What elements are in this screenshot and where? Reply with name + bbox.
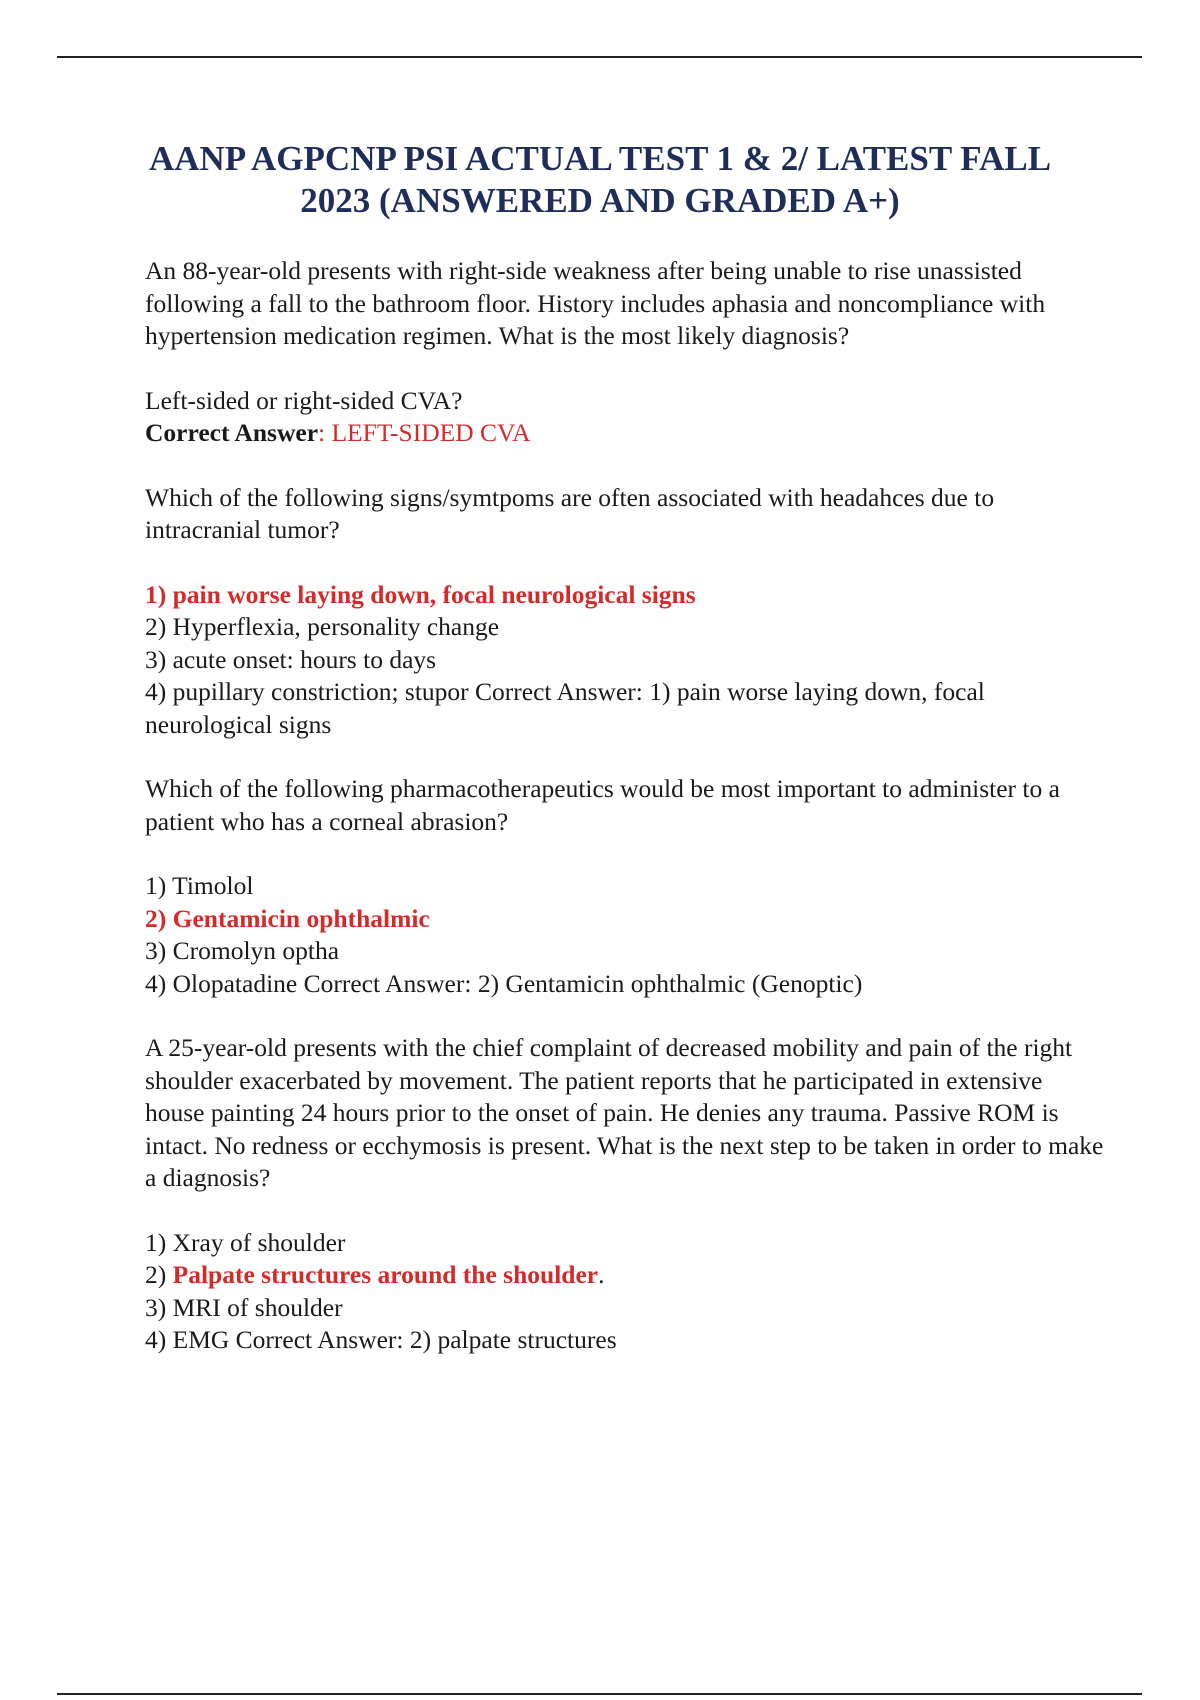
bottom-rule [57,1693,1142,1695]
answer-label: Correct Answer [145,418,319,447]
question-1-answer [145,417,1105,450]
answer-value: LEFT-SIDED CVA [325,418,531,447]
question-4-option-2 [145,1259,1105,1292]
option-2-suffix: . [598,1260,605,1289]
question-4-text: A 25-year-old presents with the chief complaint of decreased mobility and pain of the right shoulder exacerbated by movement. The patient reports that he participated in extensive house painting 24 hours prior to the onset of pain. He denies any trauma. Passive ROM is intact. No redness or ecchymosis is present. What is the next step to be taken in order to make a diagnosis? [145,1033,1104,1192]
question-3-option-4: 4) Olopatadine Correct Answer: 2) Gentamicin ophthalmic (Genoptic) [145,968,863,998]
question-4-option-1: 1) Xray of shoulder [145,1227,346,1257]
title-line-1: AANP AGPCNP PSI ACTUAL TEST 1 & 2/ LATEST FALL [148,139,1052,178]
option-2-highlight: Palpate structures around the shoulder [172,1260,599,1289]
question-4-option-3: 3) MRI of shoulder [145,1292,343,1322]
question-3-option-2: 2) Gentamicin ophthalmic [145,903,430,933]
question-2-text: Which of the following signs/symtpoms are often associated with headahces due to intracranial tumor? [145,482,995,544]
question-1-prompt: Left-sided or right-sided CVA? [145,385,463,415]
document-body [145,255,1105,1357]
top-rule [57,56,1142,58]
question-2-option-2: 2) Hyperflexia, personality change [145,612,500,641]
option-2-prefix: 2) [145,1260,173,1289]
question-2-option-3: 3) acute onset: hours to days [145,644,437,674]
question-3-option-3: 3) Cromolyn optha [145,936,340,965]
question-3-text: Which of the following pharmacotherapeutics would be most important to administer to a patient who has a corneal abrasion? [145,774,1060,836]
question-1-text: An 88-year-old presents with right-side weakness after being unable to rise unassisted following a fall to the bathroom floor. History includes aphasia and noncompliance with hypertension medication regimen. What is the most likely diagnosis? [145,256,1046,350]
title-line-2: 2023 (ANSWERED AND GRADED A+) [300,181,900,220]
question-4-option-4: 4) EMG Correct Answer: 2) palpate structures [145,1325,617,1354]
question-2-option-4: 4) pupillary constriction; stupor Correct Answer: 1) pain worse laying down, focal neurological signs [145,677,985,739]
question-2-option-1: 1) pain worse laying down, focal neurological signs [145,579,696,609]
answer-colon: : [318,418,326,447]
question-3-option-1: 1) Timolol [145,871,254,900]
document-title [100,138,1100,222]
